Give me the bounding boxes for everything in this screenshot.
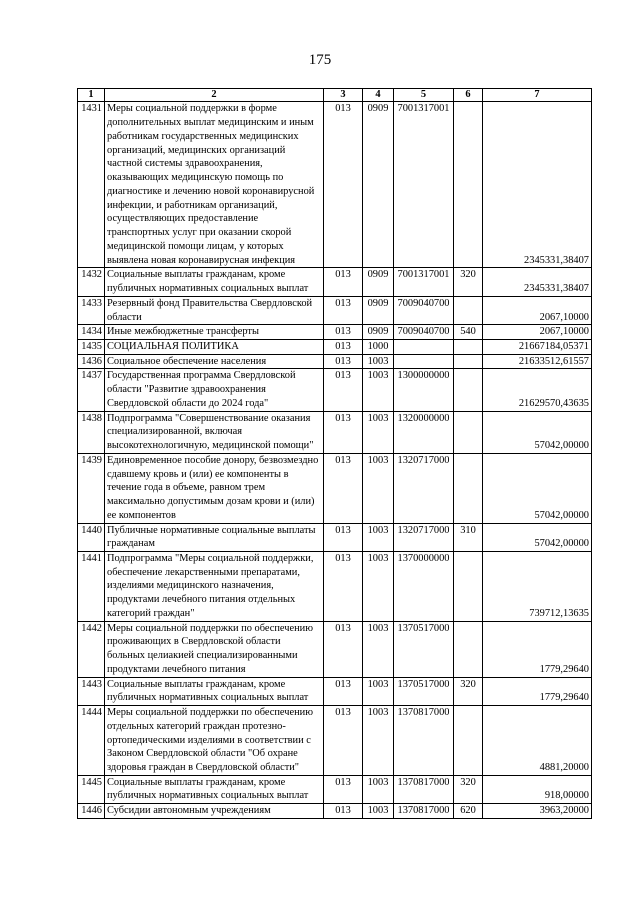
row-target-code: 1370817000 — [394, 804, 454, 819]
row-section-code: 1000 — [363, 339, 394, 354]
row-amount: 2067,10000 — [483, 296, 592, 324]
row-code-3: 013 — [324, 354, 363, 369]
row-code-3: 013 — [324, 706, 363, 776]
row-target-code: 7001317001 — [394, 268, 454, 296]
row-target-code: 1320717000 — [394, 523, 454, 551]
row-amount: 918,00000 — [483, 775, 592, 803]
row-name: Субсидии автономным учреждениям — [105, 804, 324, 819]
row-amount: 739712,13635 — [483, 551, 592, 621]
row-expense-type — [454, 551, 483, 621]
row-amount: 4881,20000 — [483, 706, 592, 776]
row-name: Иные межбюджетные трансферты — [105, 325, 324, 340]
row-expense-type: 320 — [454, 268, 483, 296]
row-section-code: 0909 — [363, 325, 394, 340]
table-row — [78, 268, 592, 296]
row-section-code: 1003 — [363, 677, 394, 705]
row-target-code: 7001317001 — [394, 102, 454, 268]
row-code-3: 013 — [324, 804, 363, 819]
row-number: 1431 — [78, 102, 105, 268]
row-name: Меры социальной поддержки в форме дополнительных выплат медицинским и иным работникам государственных медицинских организаций, медицинских организаций частной системы здравоохранения, оказывающих медицинскую помощь по диагностике и лечению новой коронавирусной инфекции, и работникам организаций, осуществляющих предоставление транспортных услуг при оказании скорой медицинской помощи лицам, у которых выявлена новая коронавирусная инфекция — [105, 102, 324, 268]
row-section-code: 1003 — [363, 551, 394, 621]
row-section-code: 1003 — [363, 621, 394, 677]
column-header-2: 2 — [105, 89, 324, 102]
row-expense-type: 310 — [454, 523, 483, 551]
row-amount: 1779,29640 — [483, 677, 592, 705]
row-number: 1439 — [78, 453, 105, 523]
row-target-code: 1320000000 — [394, 411, 454, 453]
row-expense-type — [454, 706, 483, 776]
row-section-code: 1003 — [363, 354, 394, 369]
table-row — [78, 369, 592, 411]
table-row — [78, 551, 592, 621]
row-expense-type — [454, 339, 483, 354]
row-target-code: 1370817000 — [394, 706, 454, 776]
row-expense-type: 320 — [454, 677, 483, 705]
table-row — [78, 325, 592, 340]
row-number: 1435 — [78, 339, 105, 354]
row-expense-type — [454, 296, 483, 324]
row-name: Меры социальной поддержки по обеспечению проживающих в Свердловской области больных целиакией специализированными продуктами лечебного питания — [105, 621, 324, 677]
row-section-code: 1003 — [363, 804, 394, 819]
row-target-code: 1370000000 — [394, 551, 454, 621]
row-target-code — [394, 354, 454, 369]
row-target-code — [394, 339, 454, 354]
row-amount: 3963,20000 — [483, 804, 592, 819]
row-amount: 21629570,43635 — [483, 369, 592, 411]
page-number: 175 — [308, 52, 332, 68]
row-target-code: 1370517000 — [394, 677, 454, 705]
row-number: 1432 — [78, 268, 105, 296]
table-row — [78, 411, 592, 453]
table-row — [78, 804, 592, 819]
row-section-code: 1003 — [363, 411, 394, 453]
row-name: Подпрограмма "Совершенствование оказания специализированной, включая высокотехнологичную, медицинской помощи" — [105, 411, 324, 453]
row-expense-type — [454, 621, 483, 677]
row-expense-type — [454, 354, 483, 369]
row-section-code: 1003 — [363, 706, 394, 776]
row-expense-type — [454, 453, 483, 523]
column-header-6: 6 — [454, 89, 483, 102]
row-number: 1437 — [78, 369, 105, 411]
row-code-3: 013 — [324, 621, 363, 677]
row-code-3: 013 — [324, 551, 363, 621]
row-code-3: 013 — [324, 523, 363, 551]
table-row — [78, 523, 592, 551]
table-row — [78, 354, 592, 369]
row-amount: 57042,00000 — [483, 453, 592, 523]
row-code-3: 013 — [324, 775, 363, 803]
row-amount: 57042,00000 — [483, 411, 592, 453]
row-amount: 21667184,05371 — [483, 339, 592, 354]
table-row — [78, 453, 592, 523]
row-expense-type: 320 — [454, 775, 483, 803]
row-name: СОЦИАЛЬНАЯ ПОЛИТИКА — [105, 339, 324, 354]
row-code-3: 013 — [324, 369, 363, 411]
row-section-code: 0909 — [363, 296, 394, 324]
row-number: 1443 — [78, 677, 105, 705]
row-number: 1441 — [78, 551, 105, 621]
row-code-3: 013 — [324, 453, 363, 523]
row-amount: 2067,10000 — [483, 325, 592, 340]
row-name: Подпрограмма "Меры социальной поддержки, обеспечение лекарственными препаратами, изделиями медицинского назначения, продуктами лечебного питания отдельных категорий граждан" — [105, 551, 324, 621]
row-number: 1445 — [78, 775, 105, 803]
row-target-code: 1300000000 — [394, 369, 454, 411]
row-expense-type — [454, 369, 483, 411]
row-target-code: 1370517000 — [394, 621, 454, 677]
row-section-code: 1003 — [363, 453, 394, 523]
row-target-code: 7009040700 — [394, 325, 454, 340]
table-row — [78, 706, 592, 776]
row-code-3: 013 — [324, 268, 363, 296]
table-row — [78, 775, 592, 803]
row-number: 1433 — [78, 296, 105, 324]
column-header-1: 1 — [78, 89, 105, 102]
row-name: Социальное обеспечение населения — [105, 354, 324, 369]
row-name: Социальные выплаты гражданам, кроме публичных нормативных социальных выплат — [105, 677, 324, 705]
row-expense-type: 540 — [454, 325, 483, 340]
column-header-5: 5 — [394, 89, 454, 102]
row-code-3: 013 — [324, 677, 363, 705]
row-amount: 1779,29640 — [483, 621, 592, 677]
column-header-7: 7 — [483, 89, 592, 102]
row-target-code: 1320717000 — [394, 453, 454, 523]
row-number: 1438 — [78, 411, 105, 453]
row-code-3: 013 — [324, 411, 363, 453]
row-number: 1442 — [78, 621, 105, 677]
table-row — [78, 296, 592, 324]
row-amount: 2345331,38407 — [483, 268, 592, 296]
row-name: Социальные выплаты гражданам, кроме публичных нормативных социальных выплат — [105, 268, 324, 296]
table-row — [78, 339, 592, 354]
row-section-code: 1003 — [363, 775, 394, 803]
column-header-4: 4 — [363, 89, 394, 102]
row-name: Государственная программа Свердловской области "Развитие здравоохранения Свердловской области до 2024 года" — [105, 369, 324, 411]
table-row — [78, 621, 592, 677]
row-name: Социальные выплаты гражданам, кроме публичных нормативных социальных выплат — [105, 775, 324, 803]
row-amount: 2345331,38407 — [483, 102, 592, 268]
table-row — [78, 677, 592, 705]
row-number: 1444 — [78, 706, 105, 776]
row-target-code: 1370817000 — [394, 775, 454, 803]
row-section-code: 0909 — [363, 102, 394, 268]
row-amount: 57042,00000 — [483, 523, 592, 551]
row-name: Единовременное пособие донору, безвозмездно сдавшему кровь и (или) ее компоненты в течение года в объеме, равном трем максимально допустимым дозам крови и (или) ее компонентов — [105, 453, 324, 523]
row-number: 1436 — [78, 354, 105, 369]
row-expense-type — [454, 411, 483, 453]
row-target-code: 7009040700 — [394, 296, 454, 324]
table-row — [78, 102, 592, 268]
row-number: 1440 — [78, 523, 105, 551]
row-section-code: 1003 — [363, 369, 394, 411]
row-amount: 21633512,61557 — [483, 354, 592, 369]
budget-table — [77, 88, 592, 819]
row-code-3: 013 — [324, 325, 363, 340]
column-header-3: 3 — [324, 89, 363, 102]
row-name: Резервный фонд Правительства Свердловской области — [105, 296, 324, 324]
row-expense-type — [454, 102, 483, 268]
row-code-3: 013 — [324, 102, 363, 268]
table-header-row — [78, 89, 592, 102]
row-number: 1446 — [78, 804, 105, 819]
row-section-code: 0909 — [363, 268, 394, 296]
row-number: 1434 — [78, 325, 105, 340]
row-name: Публичные нормативные социальные выплаты гражданам — [105, 523, 324, 551]
row-section-code: 1003 — [363, 523, 394, 551]
row-code-3: 013 — [324, 339, 363, 354]
row-code-3: 013 — [324, 296, 363, 324]
row-name: Меры социальной поддержки по обеспечению отдельных категорий граждан протезно-ортопедическими изделиями в соответствии с Законом Свердловской области "Об охране здоровья граждан в Свердловской области" — [105, 706, 324, 776]
row-expense-type: 620 — [454, 804, 483, 819]
